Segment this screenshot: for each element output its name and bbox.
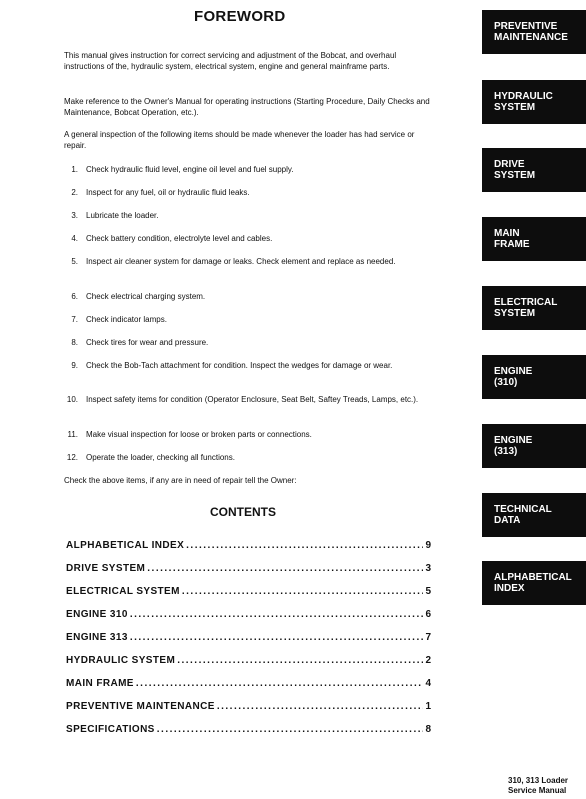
toc-entry-specifications[interactable]: SPECIFICATIONS ..... 8 (66, 724, 431, 737)
foreword-paragraph-1: This manual gives instruction for correct servicing and adjustment of the Bobcat, and overhaul instructions of the, hydraulic system, electrical system, engine and general mainframe parts. (64, 51, 397, 71)
tab-engine-310[interactable]: ENGINE (310) (482, 355, 586, 399)
checklist-item: 4. Check battery condition, electrolyte level and cables. (71, 234, 273, 243)
tab-hydraulic-system[interactable]: HYDRAULIC SYSTEM (482, 80, 586, 124)
toc-entry-drive-system[interactable]: DRIVE SYSTEM ..... 3 (66, 563, 431, 576)
foreword-paragraph-3: A general inspection of the following items should be made whenever the loader has had service or repair. (64, 130, 415, 150)
checklist-item: 3. Lubricate the loader. (71, 211, 159, 220)
checklist-item: 6. Check electrical charging system. (71, 292, 206, 301)
toc-entry-electrical-system[interactable]: ELECTRICAL SYSTEM ..... 5 (66, 586, 431, 599)
footer-model: 310, 313 Loader (508, 776, 569, 785)
contents-title: CONTENTS (210, 505, 276, 519)
foreword-paragraph-2: Make reference to the Owner's Manual for operating instructions (Starting Procedure, Daily Checks and Maintenance, Bobcat Operation, etc.). (64, 97, 430, 117)
tab-drive-system[interactable]: DRIVE SYSTEM (482, 148, 586, 192)
foreword-title: FOREWORD (194, 8, 286, 25)
tab-engine-313[interactable]: ENGINE (313) (482, 424, 586, 468)
manual-footer (508, 776, 584, 796)
checklist-item: 2. Inspect for any fuel, oil or hydraulic fluid leaks. (71, 188, 250, 197)
toc-entry-hydraulic-system[interactable]: HYDRAULIC SYSTEM ..... 2 (66, 655, 431, 668)
foreword-closing: Check the above items, if any are in need of repair tell the Owner: (64, 476, 297, 485)
tab-electrical-system[interactable]: ELECTRICAL SYSTEM (482, 286, 586, 330)
tab-main-frame[interactable]: MAIN FRAME (482, 217, 586, 261)
toc-entry-engine-313[interactable]: ENGINE 313 ..... 7 (66, 632, 431, 645)
toc-entry-alphabetical-index[interactable]: ALPHABETICAL INDEX ..... 9 (66, 540, 431, 553)
toc-entry-engine-310[interactable]: ENGINE 310 ..... 6 (66, 609, 431, 622)
section-tabs (482, 0, 586, 799)
footer-manual-type: Service Manual (508, 786, 567, 795)
checklist-item: 10. Inspect safety items for condition (Operator Enclosure, Seat Belt, Saftey Treads, Lamps, etc.). (66, 395, 419, 404)
tab-preventive-maintenance[interactable]: PREVENTIVE MAINTENANCE (482, 10, 586, 54)
checklist-item: 11. Make visual inspection for loose or broken parts or connections. (67, 430, 312, 439)
checklist-item: 5. Inspect air cleaner system for damage or leaks. Check element and replace as needed. (71, 257, 396, 266)
toc-entry-preventive-maintenance[interactable]: PREVENTIVE MAINTENANCE ..... 1 (66, 701, 431, 714)
checklist-item: 9. Check the Bob-Tach attachment for condition. Inspect the wedges for damage or wear. (71, 361, 393, 370)
tab-technical-data[interactable]: TECHNICAL DATA (482, 493, 586, 537)
checklist-item: 12. Operate the loader, checking all functions. (66, 453, 235, 462)
tab-alphabetical-index[interactable]: ALPHABETICAL INDEX (482, 561, 586, 605)
checklist-item: 8. Check tires for wear and pressure. (71, 338, 209, 347)
toc-entry-main-frame[interactable]: MAIN FRAME ..... 4 (66, 678, 431, 691)
checklist-item: 7. Check indicator lamps. (71, 315, 167, 324)
checklist-item: 1. Check hydraulic fluid level, engine oil level and fuel supply. (71, 165, 294, 174)
